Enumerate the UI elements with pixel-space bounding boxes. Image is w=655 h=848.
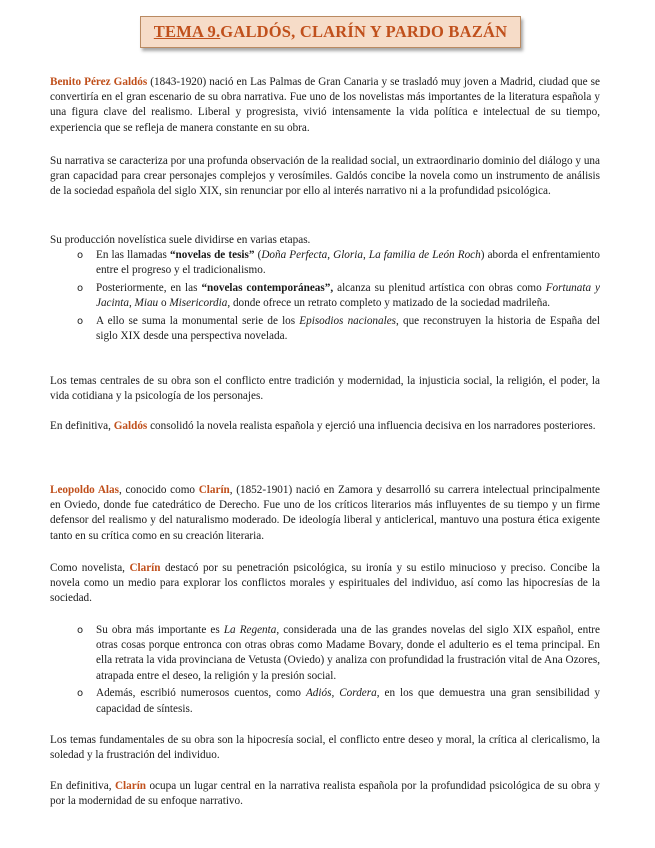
bullet-icon: o	[77, 315, 84, 327]
clarin-themes-paragraph: Los temas fundamentales de su obra son la hipocresía social, el conflicto entre deseo y moral, la crítica al clericalismo, la soledad y la frustración del individuo.	[50, 734, 600, 762]
list-item: o Su obra más importante es La Regenta, considerada una de las grandes novelas del siglo XIX español, entre otras cosas porque entronca con otras obras como Madame Bovary, donde el adulterio es el tema principal. En ella retrata la vida provinciana de Vetusta (Oviedo) y analiza con profundidad la frustración vital de Ana Ozores, atrapada entre el deseo, la religión y la presión social.	[77, 624, 601, 682]
list-item: o Además, escribió numerosos cuentos, como Adiós, Cordera, en los que demuestra una gran sensibilidad y capacidad de síntesis.	[77, 687, 600, 715]
title-number: TEMA 9.	[153, 22, 221, 41]
bullet-icon: o	[77, 625, 84, 636]
galdos-intro-paragraph: Benito Pérez Galdós (1843-1920) nació en Las Palmas de Gran Canaria y se trasladó muy joven a Madrid, ciudad que se convertiría en el gran escenario de su obra narrativa. Fue uno de los novelistas más importantes de la literatura española y una figura clave del realismo. Liberal y progresista, vivió intensamente la vida política e intelectual de su tiempo, experiencia que se refleja de manera constante en su obra.	[50, 76, 600, 134]
galdos-themes-paragraph: Los temas centrales de su obra son el conflicto entre tradición y modernidad, la injusticia social, la religión, el poder, la vida cotidiana y la psicología de los personajes.	[50, 375, 600, 403]
clarin-conclusion-paragraph: En definitiva, Clarín ocupa un lugar central en la narrativa realista española por la profundidad psicológica de su obra y por la modernidad de su enfoque narrativo.	[50, 780, 600, 808]
galdos-stages-intro: Su producción novelística suele dividirse en varias etapas.	[50, 234, 311, 246]
title-text: GALDÓS, CLARÍN Y PARDO BAZÁN	[220, 22, 508, 41]
author-name-clarin: Clarín	[114, 780, 147, 792]
galdos-stages-list	[50, 248, 600, 347]
author-name-galdos: Galdós	[113, 420, 148, 432]
bullet-icon: o	[77, 282, 84, 294]
bullet-icon: o	[77, 688, 84, 700]
list-item: o A ello se suma la monumental serie de los Episodios nacionales, que reconstruyen la historia de España del siglo XIX desde una perspectiva novelada.	[77, 314, 601, 343]
author-name-clarin: Clarín	[129, 562, 161, 574]
galdos-narrative-paragraph: Su narrativa se caracteriza por una profunda observación de la realidad social, un extraordinario dominio del diálogo y una gran capacidad para crear personajes complejos y verosímiles. Galdós concibe la novela como un instrumento de análisis de la sociedad española del siglo XIX, sin renunciar por ello al interés narrativo ni a la profundidad psicológica.	[50, 155, 600, 198]
clarin-works-list	[50, 623, 600, 719]
galdos-conclusion-paragraph: En definitiva, Galdós consolidó la novela realista española y ejerció una influencia decisiva en los narradores posteriores.	[50, 420, 596, 432]
clarin-novelist-paragraph: Como novelista, Clarín destacó por su penetración psicológica, su ironía y su estilo minucioso y preciso. Concibe la novela como un medio para explorar los conflictos morales y espirituales del individuo, así como las hipocresías de la sociedad.	[50, 562, 600, 605]
list-item: o En las llamadas “novelas de tesis” (Doña Perfecta, Gloria, La familia de León Roch) aborda el enfrentamiento entre el progreso y el tradicionalismo.	[77, 249, 601, 277]
author-name-clarin: Clarín	[198, 484, 230, 496]
author-name-alas: Leopoldo Alas	[50, 484, 119, 496]
page-title	[140, 16, 521, 48]
bullet-icon: o	[77, 250, 84, 261]
clarin-intro-paragraph: Leopoldo Alas, conocido como Clarín, (1852-1901) nació en Zamora y desarrolló su carrera intelectual principalmente en Oviedo, donde fue catedrático de Derecho. Fue uno de los críticos literarios más influyentes de su tiempo y un firme defensor del realismo y del naturalismo moderado. De ideología liberal y anticlerical, mantuvo una postura ética exigente tanto en su crítica como en su creación literaria.	[50, 484, 600, 542]
author-name-galdos: Benito Pérez Galdós	[50, 76, 148, 88]
list-item: o Posteriormente, en las “novelas contemporáneas”, alcanza su plenitud artística con obras como Fortunata y Jacinta, Miau o Misericordia, donde ofrece un retrato completo y matizado de la sociedad madrileña.	[77, 281, 601, 310]
